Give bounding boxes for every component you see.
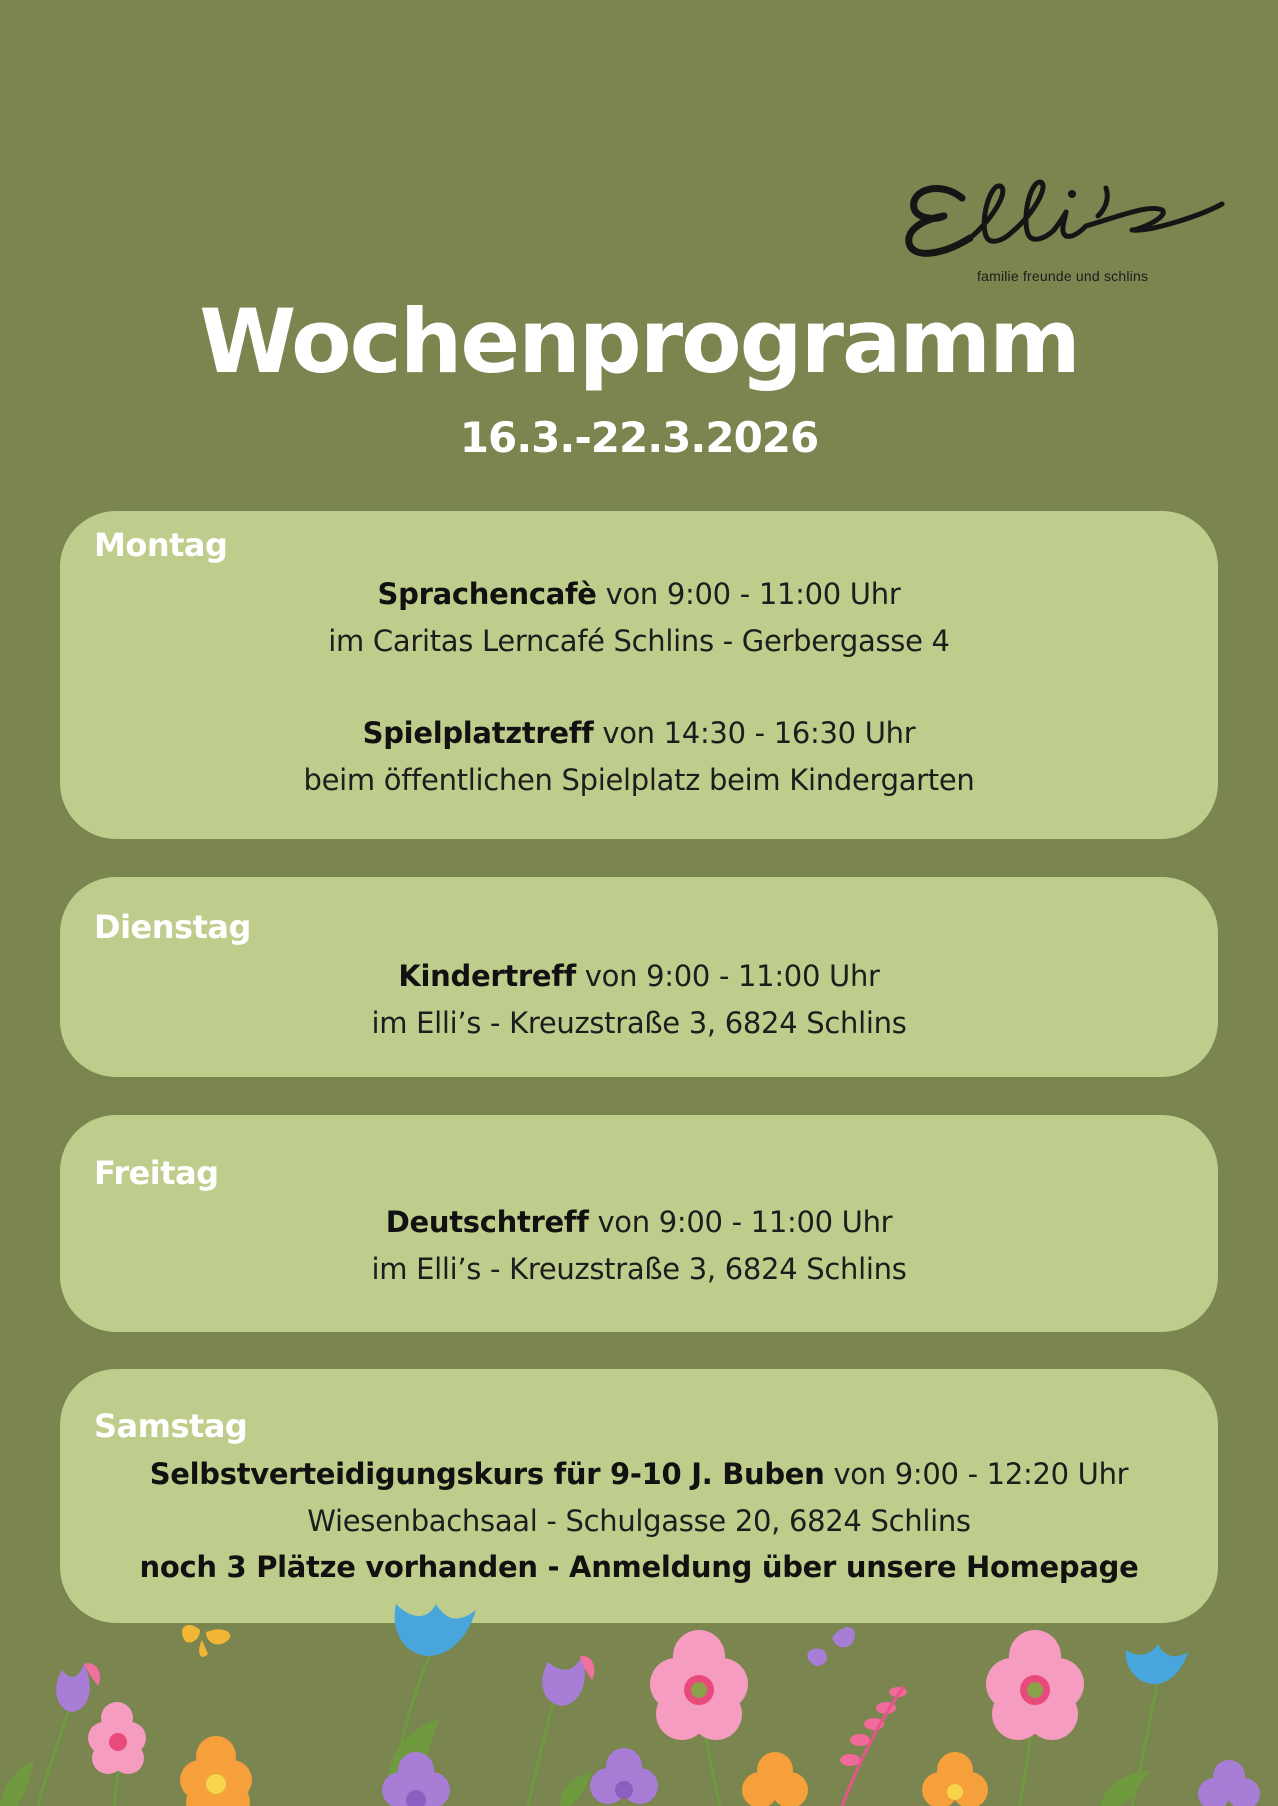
tulip-icon [542, 1656, 594, 1706]
flowers-illustration [0, 1590, 1278, 1806]
purple-flower-icon [1198, 1760, 1260, 1806]
day-card-freitag [60, 1115, 1218, 1332]
day-label: Freitag [94, 1154, 219, 1192]
event-line [60, 1205, 1218, 1239]
event-location: beim öffentlichen Spielplatz beim Kindergarten [303, 763, 975, 797]
orange-flower-icon [180, 1736, 252, 1806]
purple-flower-icon [382, 1748, 658, 1806]
butterfly-icon [182, 1625, 230, 1657]
orange-flower-icon [742, 1752, 988, 1806]
pink-flower-icon [88, 1702, 146, 1774]
event-location: im Elli’s - Kreuzstraße 3, 6824 Schlins [371, 1252, 907, 1286]
day-label: Samstag [94, 1407, 248, 1445]
blue-tulip-icon [395, 1604, 476, 1656]
event-note: noch 3 Plätze vorhanden - Anmeldung über unsere Homepage [139, 1550, 1139, 1584]
event-line [60, 1457, 1218, 1491]
pink-flower-icon [650, 1630, 748, 1740]
leaf-icon [560, 1772, 592, 1806]
butterfly-icon [807, 1627, 855, 1666]
event-location: im Elli’s - Kreuzstraße 3, 6824 Schlins [371, 1006, 907, 1040]
event-time: von 9:00 - 11:00 Uhr [588, 1205, 893, 1239]
event-line [60, 716, 1218, 750]
event-line [60, 959, 1218, 993]
blue-tulip-icon [1126, 1644, 1188, 1684]
event-line [60, 577, 1218, 611]
tulip-icon [56, 1663, 100, 1712]
event-location: Wiesenbachsaal - Schulgasse 20, 6824 Schlins [307, 1504, 971, 1538]
event-title: Kindertreff [398, 959, 576, 993]
day-card-samstag [60, 1369, 1218, 1623]
day-label: Dienstag [94, 908, 251, 946]
day-card-dienstag [60, 877, 1218, 1077]
leaf-icon [1100, 1770, 1150, 1806]
event-time: von 9:00 - 12:20 Uhr [824, 1457, 1129, 1491]
sprig-icon [840, 1686, 907, 1806]
page-title: Wochenprogramm [199, 290, 1079, 393]
event-title: Deutschtreff [385, 1205, 589, 1239]
event-time: von 14:30 - 16:30 Uhr [593, 716, 916, 750]
event-title: Selbstverteidigungskurs für 9-10 J. Buben [149, 1457, 825, 1491]
leaf-icon [0, 1762, 34, 1806]
event-title: Spielplatztreff [362, 716, 594, 750]
event-title: Sprachencafè [377, 577, 597, 611]
ellis-logo-script [900, 160, 1230, 270]
ellis-logo [900, 160, 1230, 290]
logo-tagline: familie freunde und schlins [977, 268, 1149, 284]
event-time: von 9:00 - 11:00 Uhr [596, 577, 901, 611]
event-time: von 9:00 - 11:00 Uhr [575, 959, 880, 993]
event-location: im Caritas Lerncafé Schlins - Gerbergasse 4 [328, 624, 950, 658]
date-range: 16.3.-22.3.2026 [459, 413, 819, 462]
day-card-montag [60, 511, 1218, 839]
day-label: Montag [94, 526, 228, 564]
pink-flower-icon [986, 1630, 1084, 1740]
